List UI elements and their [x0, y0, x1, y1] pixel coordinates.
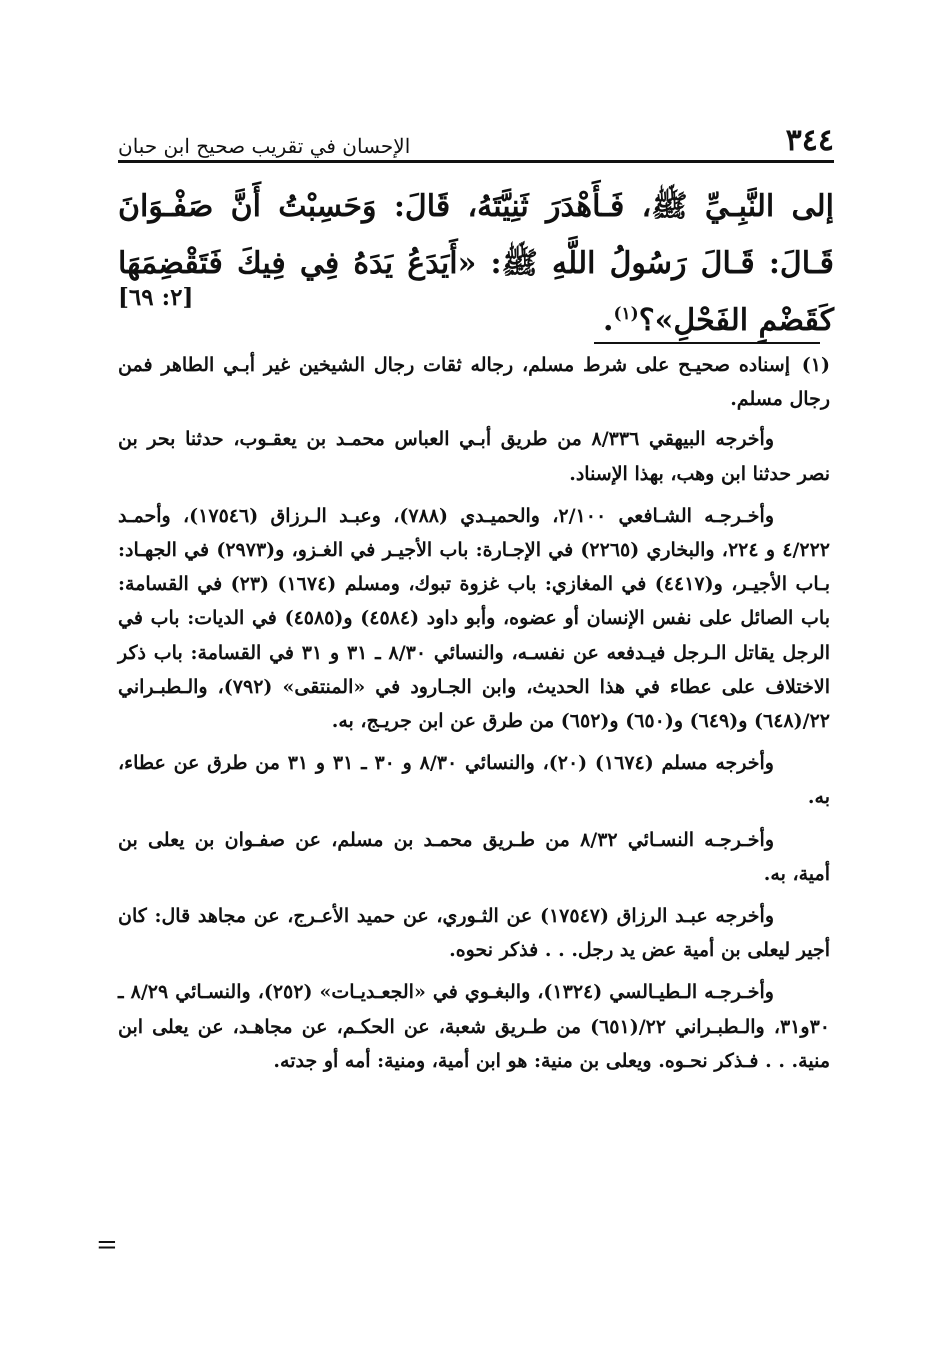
footnote-paragraph: وأخرجه مسلم (١٦٧٤) (٢٠)، والنسائي ٨/٣٠ و ٣٠ ـ ٣١ و ٣١ من طرق عن عطاء، به. — [118, 752, 830, 809]
page-number: ٣٤٤ — [785, 123, 834, 158]
header-rule — [118, 160, 834, 163]
hadith-text — [118, 178, 834, 349]
hadith-end: . — [603, 303, 614, 338]
footnote-paragraph: وأخـرجـه النسـائي ٨/٣٢ من طـريق محمـد بن مسلم، عن صفـوان بن يعلى بن أمية، به. — [118, 828, 830, 885]
running-title: الإحسان في تقريب صحيح ابن حبان — [118, 134, 411, 158]
footnote-paragraph: وأخـرجـه الشـافعي ٢/١٠٠، والحميـدي (٧٨٨)، وعبـد الـرزاق (١٧٥٤٦)، وأحمـد ٤/٢٢٢ و ٢٢٤، والبخاري (٢٢٦٥) في الإجـارة: باب الأجيـر في الغـزو، و(٢٩٧٣) في الجهـاد: بـاب الأجيـر، و(٤٤١٧) في المغازي: باب غزوة تبوك، ومسلم (١٦٧٤) (٢٣) في القسامة: باب الصائل على نفس الإنسان أو عضوه، وأبو داود (٤٥٨٤) و(٤٥٨٥) في الديات: باب في الرجل يقاتل الـرجل فيـدفعه عن نفسـه، والنسائي ٨/٣٠ ـ ٣١ و ٣١ في القسامة: باب ذكر الاختلاف على عطاء في هذا الحديث، وابن الجـارود في «المنتقى» (٧٩٢)، والـطبـراني ٢٢/(٦٤٨) و(٦٤٩) و(٦٥٠) و(٦٥٢) من طرق عن ابن جريـج، به. — [118, 504, 831, 733]
footnote-paragraph: وأخرجه البيهقي ٨/٣٣٦ من طريق أبـي العباس محمـد بن يعقـوب، حدثنا بحر بن نصر حدثنا ابن وهب، بهذا الإسناد. — [118, 428, 830, 485]
footnote-number: (١) — [801, 354, 830, 376]
footnotes — [118, 348, 830, 1086]
footnote-text: إسناده صحيـح على شرط مسلم، رجاله ثقات رجال الشيخين غير أبـي الطاهر فمن رجال مسلم. — [118, 354, 830, 411]
page-header — [118, 120, 834, 156]
citation: [٢: ٦٩] — [118, 284, 194, 311]
footnote-rule — [594, 342, 820, 344]
continuation-marker: = — [96, 1230, 118, 1260]
footnote-reference: (١) — [613, 304, 639, 324]
footnote-paragraph — [118, 348, 830, 416]
hadith-body: إلى النَّبِـيِّ ﷺ، فَـأَهْدَرَ ثَنِيَّتَهُ، قَالَ: وَحَسِبْتُ أَنَّ صَفْـوَانَ قَـالَ: قَـالَ رَسُولُ اللَّهِ ﷺ: «أَيَدَعُ يَدَهُ فِي فِيكَ فَتَقْضِمَهَا كَقَضْمِ الفَحْلِ»؟ — [118, 189, 834, 338]
footnote-paragraph: وأخـرجـه الـطيـالسي (١٣٢٤)، والبغـوي في «الجعـديـات» (٢٥٢)، والنسـائي ٨/٢٩ ـ ٣٠و٣١، والـطبـراني ٢٢/(٦٥١) من طـريق شعبة، عن الحكـم، عن مجاهـد، عن يعلى ابن منية. . . فـذكر نحـوه. ويعلى بن منية: هو ابن أمية، ومنية: أمه أو جدته. — [118, 981, 830, 1072]
footnote-paragraph: وأخرجه عبـد الرزاق (١٧٥٤٧) عن الثـوري، عن حميد الأعـرج، عن مجاهد قال: كان أجير ليعلى بن أمية عض يد رجل. . . فذكر نحوه. — [118, 905, 830, 962]
